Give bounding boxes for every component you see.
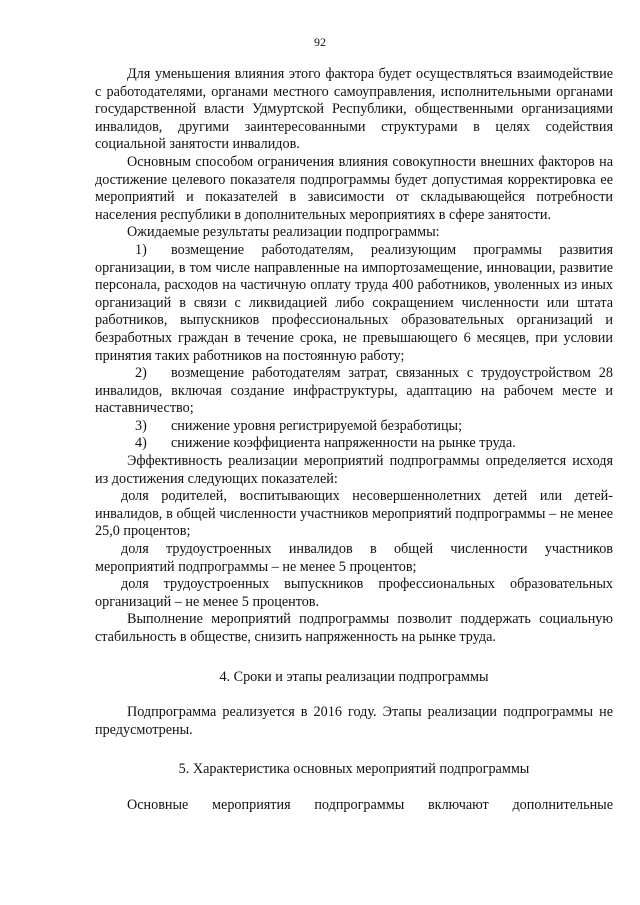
list-item-text: снижение коэффициента напряженности на рынке труда. [171,435,516,452]
paragraph-external-factors: Основным способом ограничения влияния совокупности внешних факторов на достижение целевого показателя подпрограммы будет допустимая корректировка ее мероприятий и показателей в зависимости от складывающейся потребности населения республики в дополнительных мероприятиях в сфере занятости. [95,153,613,223]
document-body [95,66,613,815]
list-item-number: 3) [135,417,147,434]
list-item-result-4 [95,435,613,453]
page-number: 92 [314,35,326,49]
list-item-text: возмещение работодателям затрат, связанных с трудоустройством 28 инвалидов, включая создание инфраструктуры, адаптацию на рабочем месте и наставничество; [95,365,613,417]
list-item-result-2 [95,365,613,418]
paragraph-interaction: Для уменьшения влияния этого фактора будет осуществляться взаимодействие с работодателями, органами местного самоуправления, исполнительными органами государственной власти Удмуртской Республики, общественными организациями инвалидов, другими заинтересованными структурами в целях содействия социальной занятости инвалидов. [95,66,613,153]
paragraph-activities: Основные мероприятия подпрограммы включают дополнительные [127,796,613,813]
indicator-item: доля родителей, воспитывающих несовершеннолетних детей или детей-инвалидов, в общей численности участников мероприятий подпрограммы – не менее 25,0 процентов; [95,488,613,540]
list-item-text: снижение уровня регистрируемой безработицы; [171,417,463,434]
indicator-item: доля трудоустроенных инвалидов в общей численности участников мероприятий подпрограммы – не менее 5 процентов; [95,541,613,575]
paragraph-expected-results-intro: Ожидаемые результаты реализации подпрограммы: [127,224,440,241]
list-item-result-3 [95,418,613,436]
paragraph-efficiency-intro: Эффективность реализации мероприятий подпрограммы определяется исходя из достижения следующих показателей: [95,453,613,487]
list-item-number: 1) [135,241,147,258]
section-heading-activities: 5. Характеристика основных мероприятий подпрограммы [178,761,530,778]
list-item-number: 4) [135,435,147,452]
paragraph-timeline: Подпрограмма реализуется в 2016 году. Этапы реализации подпрограммы не предусмотрены. [95,704,613,738]
list-item-number: 2) [135,365,147,382]
paragraph-conclusion: Выполнение мероприятий подпрограммы позволит поддержать социальную стабильность в обществе, снизить напряженность на рынке труда. [95,611,613,645]
list-item-text: возмещение работодателям, реализующим программы развития организации, в том числе направленные на импортозамещение, инновации, развитие персонала, расходов на частичную оплату труда 400 работников, уволенных из иных организаций в связи с ликвидацией либо сокращением численности или штата работников, выпускников профессиональных образовательных организаций и безработных граждан в течение срока, не превышающего 6 месяцев, при условии принятия таких работников на постоянную работу; [95,241,613,364]
section-heading-timeline: 4. Сроки и этапы реализации подпрограммы [219,668,489,685]
list-item-result-1 [95,242,613,365]
indicator-item: доля трудоустроенных выпускников профессиональных образовательных организаций – не менее 5 процентов. [95,576,613,610]
